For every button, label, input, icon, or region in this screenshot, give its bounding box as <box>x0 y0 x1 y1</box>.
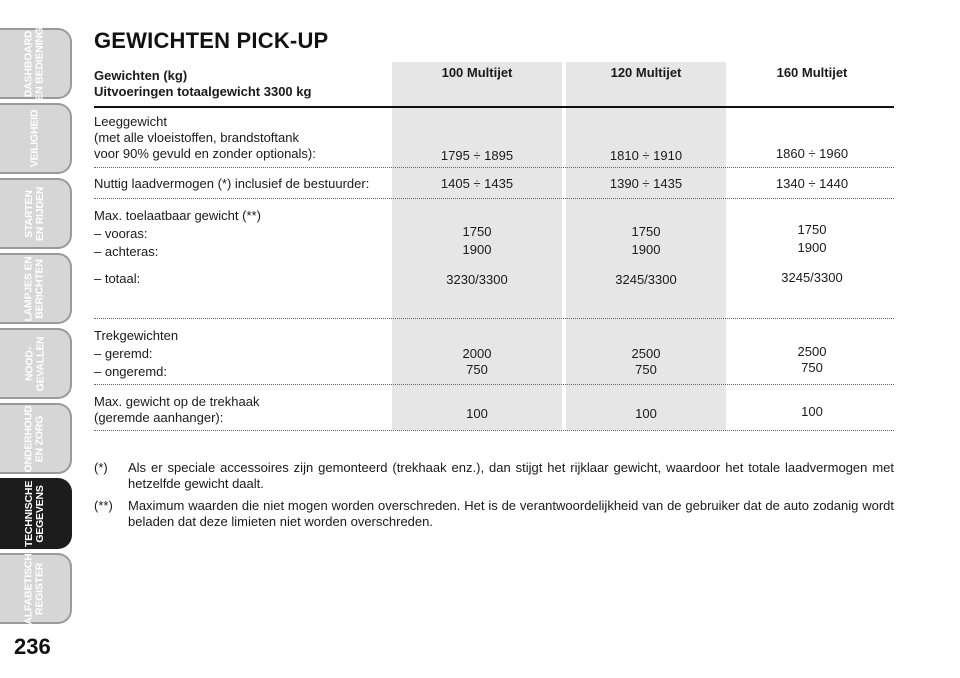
cell-ongeremd-120: 750 <box>635 362 657 377</box>
row-label-leeggewicht-detail: (met alle vloeistoffen, brandstoftank <box>94 130 299 145</box>
tab-noodgevallen[interactable]: NOOD- GEVALLEN <box>0 328 72 399</box>
header-rule <box>94 106 894 108</box>
row-divider <box>94 318 894 319</box>
footnote-text: Maximum waarden die niet mogen worden overschreden. Het is de verantwoordelijkheid van de gebruiker dat de auto zodanig wordt beladen dat deze limieten niet worden overschreden. <box>128 498 894 529</box>
tab-starten-en-rijden[interactable]: STARTEN EN RIJDEN <box>0 178 72 249</box>
footnote-1 <box>94 460 894 492</box>
cell-trekhaak-160: 100 <box>801 404 823 419</box>
table-header-line2: Uitvoeringen totaalgewicht 3300 kg <box>94 84 312 99</box>
row-label-geremd: – geremd: <box>94 346 153 361</box>
cell-trekhaak-100: 100 <box>466 406 488 421</box>
row-label-geremde-aanhanger: (geremde aanhanger): <box>94 410 224 425</box>
cell-vooras-160: 1750 <box>797 222 827 237</box>
footnote-mark: (**) <box>94 498 113 513</box>
page-title: GEWICHTEN PICK-UP <box>94 28 329 53</box>
row-divider <box>94 167 894 168</box>
cell-ongeremd-100: 750 <box>466 362 488 377</box>
tab-veiligheid[interactable]: VEILIGHEID <box>0 103 72 174</box>
cell-leeggewicht-100: 1795 ÷ 1895 <box>440 148 514 163</box>
row-label-leeggewicht: Leeggewicht <box>94 114 167 129</box>
cell-totaal-120: 3245/3300 <box>615 272 677 287</box>
row-label-nuttig-laadvermogen: Nuttig laadvermogen (*) inclusief de bestuurder: <box>94 176 370 191</box>
row-label-max-gewicht-trekhaak: Max. gewicht op de trekhaak <box>94 394 260 409</box>
row-label-vooras: – vooras: <box>94 226 148 241</box>
row-divider <box>94 384 894 385</box>
cell-achteras-120: 1900 <box>631 242 661 257</box>
column-header-160-multijet: 160 Multijet <box>776 65 848 80</box>
cell-leeggewicht-160: 1860 ÷ 1960 <box>775 146 849 161</box>
footnote-2 <box>94 498 894 530</box>
row-label-totaal: – totaal: <box>94 271 141 286</box>
tab-dashboard-en-bediening[interactable]: DASHBOARD EN BEDIENING <box>0 28 72 99</box>
table-header-line1: Gewichten (kg) <box>94 68 188 83</box>
row-label-achteras: – achteras: <box>94 244 159 259</box>
cell-vooras-100: 1750 <box>462 224 492 239</box>
cell-vooras-120: 1750 <box>631 224 661 239</box>
cell-achteras-100: 1900 <box>462 242 492 257</box>
page-number: 236 <box>14 634 51 659</box>
cell-nuttig-100: 1405 ÷ 1435 <box>440 176 514 191</box>
table-bottom-rule <box>94 430 894 431</box>
tab-lampjes-en-berichten[interactable]: LAMPJES EN BERICHTEN <box>0 253 72 324</box>
cell-geremd-160: 2500 <box>797 344 827 359</box>
cell-nuttig-160: 1340 ÷ 1440 <box>775 176 849 191</box>
row-label-leeggewicht-detail: voor 90% gevuld en zonder optionals): <box>94 146 316 161</box>
tab-onderhoud-en-zorg[interactable]: ONDERHOUD EN ZORG <box>0 403 72 474</box>
cell-geremd-120: 2500 <box>631 346 661 361</box>
row-label-max-toelaatbaar: Max. toelaatbaar gewicht (**) <box>94 208 261 223</box>
cell-totaal-160: 3245/3300 <box>781 270 843 285</box>
cell-ongeremd-160: 750 <box>801 360 823 375</box>
row-label-ongeremd: – ongeremd: <box>94 364 167 379</box>
column-header-100-multijet: 100 Multijet <box>441 65 513 80</box>
row-label-trekgewichten: Trekgewichten <box>94 328 179 343</box>
column-header-120-multijet: 120 Multijet <box>610 65 682 80</box>
cell-achteras-160: 1900 <box>797 240 827 255</box>
cell-trekhaak-120: 100 <box>635 406 657 421</box>
tab-alfabetisch-register[interactable]: ALFABETISCH REGISTER <box>0 553 72 624</box>
footnote-text: Als er speciale accessoires zijn gemonteerd (trekhaak enz.), dan stijgt het rijklaar gewicht, waardoor het totale laadvermogen met hetzelfde gewicht daalt. <box>128 460 894 491</box>
cell-leeggewicht-120: 1810 ÷ 1910 <box>609 148 683 163</box>
cell-totaal-100: 3230/3300 <box>446 272 508 287</box>
cell-geremd-100: 2000 <box>462 346 492 361</box>
row-divider <box>94 198 894 199</box>
footnote-mark: (*) <box>94 460 108 475</box>
tab-technische-gegevens[interactable]: TECHNISCHE GEGEVENS <box>0 478 72 549</box>
cell-nuttig-120: 1390 ÷ 1435 <box>609 176 683 191</box>
